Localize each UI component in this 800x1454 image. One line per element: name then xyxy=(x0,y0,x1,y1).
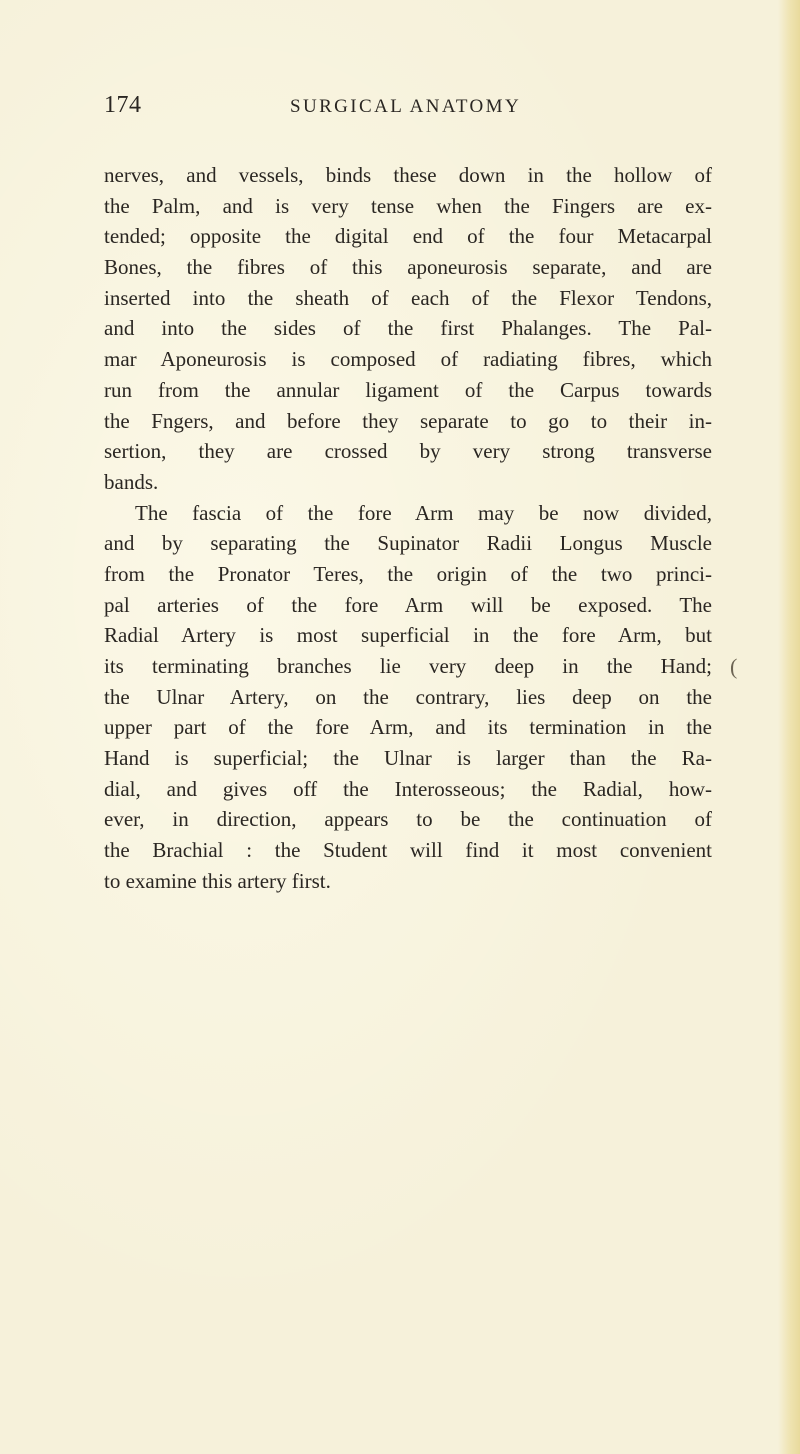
text-line: The fascia of the fore Arm may be now divided, xyxy=(135,500,712,525)
text-line: nerves, and vessels, binds these down in the hollow of xyxy=(104,163,712,187)
text-line: and into the sides of the first Phalanges. The Pal- xyxy=(104,316,712,341)
text-line: the Palm, and is very tense when the Fingers are ex- xyxy=(104,193,712,218)
body-text xyxy=(104,160,712,897)
text-line: ever, in direction, appears to be the continuation of xyxy=(104,807,712,832)
text-line: run from the annular ligament of the Carpus towards xyxy=(104,377,712,402)
text-line: its terminating branches lie very deep in the Hand; xyxy=(104,654,712,678)
text-line: tended; opposite the digital end of the four Metacarpal xyxy=(104,224,712,249)
text-line: Hand is superficial; the Ulnar is larger than the Ra- xyxy=(104,746,712,771)
text-line: upper part of the fore Arm, and its termination in the xyxy=(104,715,712,740)
text-line: inserted into the sheath of each of the Flexor Tendons, xyxy=(104,285,712,310)
text-line: the Brachial : the Student will find it most convenient xyxy=(104,838,712,863)
page-header xyxy=(104,92,704,126)
text-line: sertion, they are crossed by very strong transverse xyxy=(104,439,712,464)
text-line: dial, and gives off the Interosseous; the Radial, how- xyxy=(104,776,712,801)
text-line: pal arteries of the fore Arm will be exposed. The xyxy=(104,592,712,617)
text-line: mar Aponeurosis is composed of radiating fibres, which xyxy=(104,347,712,372)
text-line: Bones, the fibres of this aponeurosis separate, and are xyxy=(104,255,712,280)
text-line: the Ulnar Artery, on the contrary, lies deep on the xyxy=(104,684,712,709)
margin-mark: ( xyxy=(730,654,738,679)
text-line: Radial Artery is most superficial in the fore Arm, but xyxy=(104,623,712,648)
text-line: bands. xyxy=(104,469,159,494)
text-line: to examine this artery first. xyxy=(104,868,331,893)
text-line: from the Pronator Teres, the origin of the two princi- xyxy=(104,561,712,586)
text-line: the Fngers, and before they separate to go to their in- xyxy=(104,408,712,433)
page-number: 174 xyxy=(104,92,142,118)
text-line: and by separating the Supinator Radii Longus Muscle xyxy=(104,531,712,556)
page-edge-shading xyxy=(778,0,800,1454)
running-head: SURGICAL ANATOMY xyxy=(290,96,522,117)
